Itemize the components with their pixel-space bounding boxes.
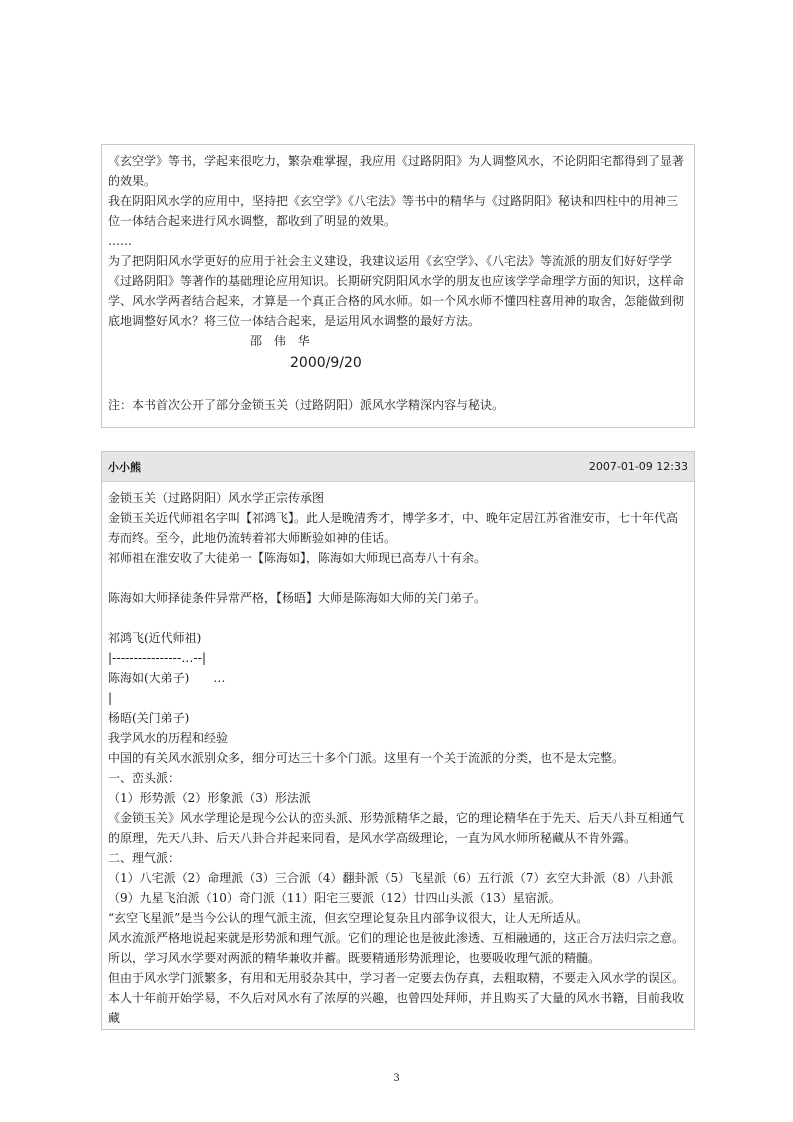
- post-line: 祁师祖在淮安收了大徒弟一【陈海如】，陈海如大师现已高寿八十有余。: [108, 551, 487, 565]
- lineage-line: |: [108, 691, 113, 705]
- post-line: “玄空飞星派”是当今公认的理气派主流，但玄空理论复杂且内部争议很大，让人无所适从。: [108, 911, 589, 925]
- post-line: 本人十年前开始学易，不久后对风水有了浓厚的兴趣，也曾四处拜师，并且购买了大量的风水书籍，目前我收藏: [108, 991, 685, 1025]
- lineage-line: 祁鸿飞(近代师祖): [108, 631, 202, 645]
- post-line: 金锁玉关近代师祖名字叫【祁鸿飞】。此人是晚清秀才，博学多才，中、晚年定居江苏省淮安市，七十年代高寿而终。至今，此地仍流转着祁大师断验如神的佳话。: [108, 511, 679, 545]
- post-body: [102, 482, 694, 1028]
- post-timestamp: 2007-01-09 12:33: [588, 460, 688, 473]
- post-header: [102, 452, 694, 482]
- post-line: （1）八宅派（2）命理派（3）三合派（4）翻卦派（5）飞星派（6）五行派（7）玄空大卦派（8）八卦派（9）九星飞泊派（10）奇门派（11）阳宅三要派（12）廿四山头派（13）星宿派。: [108, 871, 674, 905]
- quote-box: [101, 144, 695, 428]
- paragraph: 为了把阴阳风水学更好的应用于社会主义建设，我建议运用《玄空学》、《八宅法》等流派的朋友们好好学学《过路阴阳》等著作的基础理论应用知识。长期研究阴阳风水学的朋友也应该学学命理学方面的知识，这样命学、风水学两者结合起来，才算是一个真正合格的风水师。如一个风水师不懂四柱喜用神的取舍，怎能做到彻底地调整好风水？将三位一体结合起来，是运用风水调整的最好方法。: [108, 254, 685, 328]
- signature-date: 2000/9/20: [290, 355, 362, 371]
- post-line: 金锁玉关（过路阴阳）风水学正宗传承图: [108, 491, 325, 505]
- ellipsis-line: ……: [108, 234, 132, 248]
- post-line: 二、理气派：: [108, 851, 181, 865]
- lineage-line: 陈海如(大弟子) …: [108, 671, 226, 685]
- post-line: 《金锁玉关》风水学理论是现今公认的峦头派、形势派精华之最，它的理论精华在于先天、后天八卦互相通气的原理，先天八卦、后天八卦合并起来同看，是风水学高级理论，一直为风水师所秘藏从不肯外露。: [108, 811, 685, 845]
- paragraph: 《玄空学》等书，学起来很吃力，繁杂难掌握，我应用《过路阴阳》为人调整风水，不论阴阳宅都得到了显著的效果。: [108, 154, 685, 188]
- post-line: 陈海如大师择徒条件异常严格，【杨晤】大师是陈海如大师的关门弟子。: [108, 591, 487, 605]
- blank-line: [108, 568, 688, 588]
- post-line: 风水流派严格地说起来就是形势派和理气派。它们的理论也是彼此渗透、互相融通的，这正合万法归宗之意。所以，学习风水学要对两派的精华兼收并蓄。既要精通形势派理论，也要吸收理气派的精髓。: [108, 931, 685, 965]
- post-author[interactable]: 小小熊: [108, 460, 141, 474]
- post-line: 中国的有关风水派别众多，细分可达三十多个门派。这里有一个关于流派的分类，也不是太完整。: [108, 751, 625, 765]
- paragraph: 我在阴阳风水学的应用中，坚持把《玄空学》《八宅法》等书中的精华与《过路阴阳》秘诀和四柱中的用神三位一体结合起来进行风水调整，都收到了明显的效果。: [108, 194, 679, 228]
- post-line: （1）形势派（2）形象派（3）形法派: [108, 791, 311, 805]
- lineage-line: 杨晤(关门弟子): [108, 711, 190, 725]
- forum-post: [101, 451, 695, 1030]
- post-line: 但由于风水学门派繁多，有用和无用驳杂其中，学习者一定要去伪存真，去粗取精，不要走入风水学的误区。: [108, 971, 685, 985]
- lineage-line: |----------------…--|: [108, 651, 207, 665]
- page-number: 3: [393, 1073, 400, 1084]
- post-line: 我学风水的历程和经验: [108, 731, 229, 745]
- blank-line: [108, 608, 688, 628]
- post-line: 一、峦头派：: [108, 771, 181, 785]
- note: 注：本书首次公开了部分金锁玉关（过路阴阳）派风水学精深内容与秘诀。: [108, 398, 505, 412]
- signature-name: 邵 伟 华: [250, 334, 314, 348]
